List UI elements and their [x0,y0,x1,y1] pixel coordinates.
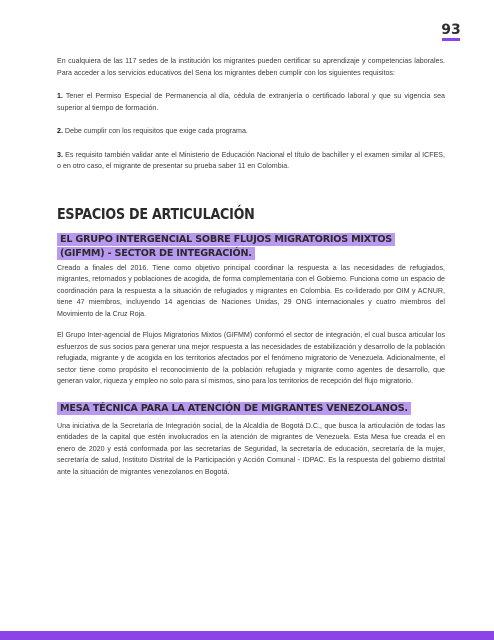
gifmm-heading-line-1: EL GRUPO INTERGENCIAL SOBRE FLUJOS MIGRATORIOS MIXTOS [57,233,395,246]
requirement-3 [57,150,445,173]
page-content [57,56,445,478]
gifmm-paragraph-1: Creado a finales del 2016. Tiene como objetivo principal coordinar la respuesta a las necesidades de refugiados, migrantes, retornados y poblaciones de acogida, de forma complementaria con el Gobierno. Funciona como un espacio de coordinación para la respuesta a la situación de refugiados y migrantes en Colombia. Es co-liderado por OIM y ACNUR, tiene 47 miembros, incluyendo 14 agencias de Naciones Unidas, 29 ONG internacionales y cuatro miembros del Movimiento de la Cruz Roja. [57,263,445,318]
intro-paragraph: En cualquiera de las 117 sedes de la institución los migrantes pueden certificar su aprendizaje y competencias laborales. Para acceder a los servicios educativos del Sena los migrantes deben cumplir con los siguientes requisitos: [57,57,445,77]
section-title: ESPACIOS DE ARTICULACIÓN [57,204,255,223]
requirement-text: Tener el Permiso Especial de Permanencia al día, cédula de extranjería o certificado laboral y que su vigencia sea superior al tiempo de formación. [57,92,445,112]
requirement-number: 1. [57,92,63,100]
requirement-1 [57,91,445,114]
requirement-number: 3. [57,150,63,159]
gifmm-heading-line-2: (GIFMM) - SECTOR DE INTEGRACIÓN. [57,247,255,260]
page-number: 93 [441,22,461,38]
requirement-2 [57,126,445,138]
requirement-number: 2. [57,127,63,135]
footer-accent-bar [0,631,494,640]
page-number-underline [442,38,460,41]
requirement-text: Es requisito también validar ante el Ministerio de Educación Nacional el título de bachiller y el examen similar al ICFES, o en otro caso, el migrante de presentar su prueba saber 11 en Colombia. [57,150,445,170]
gifmm-paragraph-2: El Grupo Inter-agencial de Flujos Migratorios Mixtos (GIFMM) conformó el sector de integración, el cual busca articular los esfuerzos de sus socios para generar una mejor respuesta a las necesidades de estabilización y desarrollo de la población refugiada, migrante y de acogida en los territorios afectados por el fenómeno migratorio de Venezuela. Adicionalmente, el sector tiene como propósito el reconocimiento de la población refugiada y migrante como agentes de desarrollo, que generan valor, riqueza y empleo no solo para sí mismos, sino para los territorios de recepción del flujo migratorio. [57,331,445,385]
mesa-paragraph: Una iniciativa de la Secretaría de Integración social, de la Alcaldía de Bogotá D.C., que busca la articulación de todas las entidades de la capital que estén involucrados en la atención de migrantes de Venezuela. Esta Mesa fue creada el en enero de 2020 y está conformada por las secretarías de Seguridad, la secretaría de educación, secretaría de la mujer, secretaría de salud, Instituto Distrital de la Participación y Acción Comunal - IDPAC. Es la respuesta del gobierno distrital ante la situación de migrantes venezolanos en Bogotá. [57,421,445,476]
mesa-heading: MESA TÉCNICA PARA LA ATENCIÓN DE MIGRANTES VENEZOLANOS. [57,402,411,415]
requirement-text: Debe cumplir con los requisitos que exige cada programa. [64,127,248,135]
mesa-heading-wrap [57,398,445,416]
gifmm-heading [57,229,445,257]
